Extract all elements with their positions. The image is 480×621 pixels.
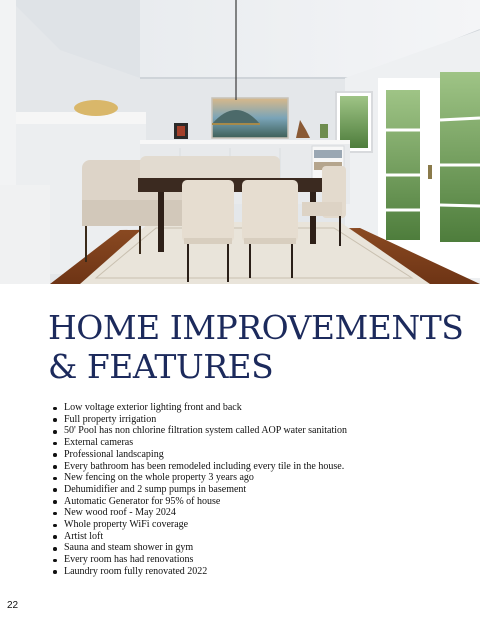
feature-item: Professional landscaping <box>64 449 347 461</box>
feature-item: Full property irrigation <box>64 414 347 426</box>
heading-line-1: HOME IMPROVEMENTS <box>48 308 464 347</box>
heading-line-2: & FEATURES <box>48 347 274 386</box>
feature-item: New fencing on the whole property 3 years ago <box>64 472 347 484</box>
feature-item: New wood roof - May 2024 <box>64 507 347 519</box>
feature-item: Whole property WiFi coverage <box>64 519 347 531</box>
feature-item: Every room has had renovations <box>64 554 347 566</box>
dining-room-photo <box>0 0 480 284</box>
feature-item: 50' Pool has non chlorine filtration system called AOP water sanitation <box>64 425 348 437</box>
feature-item: Every bathroom has been remodeled including every tile in the house. <box>64 461 347 473</box>
feature-item: Low voltage exterior lighting front and back <box>64 402 347 414</box>
feature-item: Artist loft <box>64 531 347 543</box>
page-number: 22 <box>7 600 19 611</box>
features-list <box>50 402 347 578</box>
section-heading <box>48 308 464 386</box>
feature-item: External cameras <box>64 437 347 449</box>
feature-item: Sauna and steam shower in gym <box>64 542 347 554</box>
feature-item: Dehumidifier and 2 sump pumps in basement <box>64 484 347 496</box>
feature-item: Laundry room fully renovated 2022 <box>64 566 347 578</box>
feature-item: Automatic Generator for 95% of house <box>64 496 347 508</box>
